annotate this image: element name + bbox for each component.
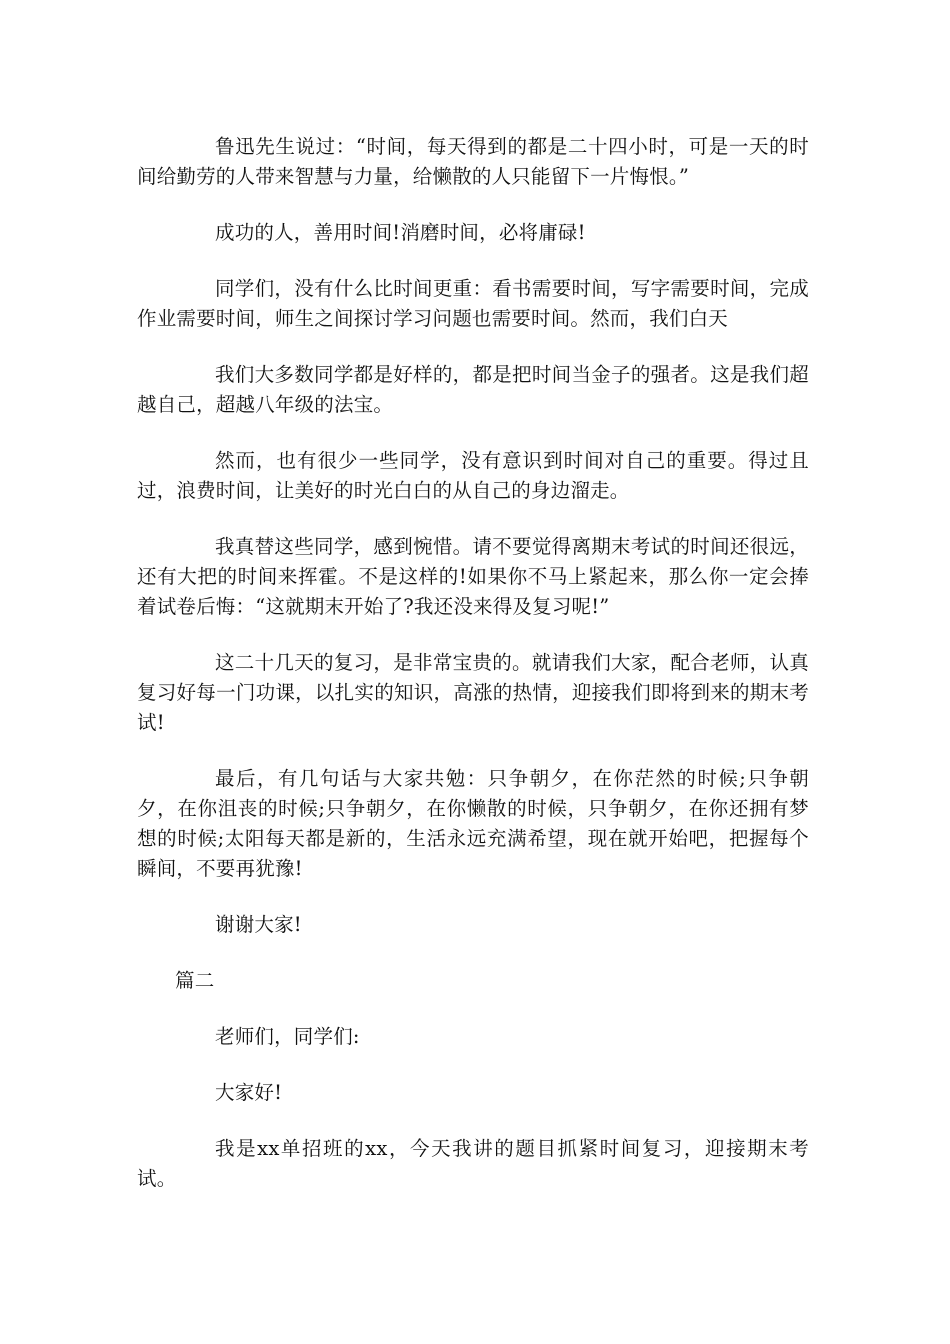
paragraph-time-importance: 同学们，没有什么比时间更重：看书需要时间，写字需要时间，完成作业需要时间，师生之间探讨学习问题也需要时间。然而，我们白天 [137, 277, 809, 330]
document-body [137, 132, 809, 1220]
paragraph-introduction: 我是xx单招班的xx，今天我讲的题目抓紧时间复习，迎接期末考试。 [137, 1137, 809, 1190]
paragraph-closing-words: 最后，有几句话与大家共勉：只争朝夕，在你茫然的时候;只争朝夕，在你沮丧的时候;只争朝夕，在你懒散的时候，只争朝夕，在你还拥有梦想的时候;太阳每天都是新的，生活永远充满希望，现在就开始吧，把握每个瞬间，不要再犹豫! [137, 767, 809, 880]
paragraph-success: 成功的人，善用时间!消磨时间，必将庸碌! [215, 221, 586, 244]
paragraph-luxun-quote: 鲁迅先生说过：“时间，每天得到的都是二十四小时，可是一天的时间给勤劳的人带来智慧与力量，给懒散的人只能留下一片悔恨。” [137, 135, 809, 188]
paragraph-regret: 我真替这些同学，感到惋惜。请不要觉得离期末考试的时间还很远，还有大把的时间来挥霍。不是这样的!如果你不马上紧起来，那么你一定会捧着试卷后悔：“这就期末开始了?我还没来得及复习呢!” [137, 535, 809, 618]
section-heading: 篇二 [175, 969, 215, 992]
paragraph-greeting-teachers: 老师们，同学们: [215, 1025, 360, 1048]
paragraph-waste-time: 然而，也有很少一些同学，没有意识到时间对自己的重要。得过且过，浪费时间，让美好的时光白白的从自己的身边溜走。 [137, 449, 809, 502]
paragraph-greeting-all: 大家好! [215, 1081, 283, 1104]
paragraph-good-students: 我们大多数同学都是好样的，都是把时间当金子的强者。这是我们超越自己，超越八年级的法宝。 [137, 363, 809, 416]
paragraph-thanks: 谢谢大家! [215, 913, 302, 936]
paragraph-review: 这二十几天的复习，是非常宝贵的。就请我们大家，配合老师，认真复习好每一门功课，以扎实的知识，高涨的热情，迎接我们即将到来的期末考试! [137, 651, 809, 734]
